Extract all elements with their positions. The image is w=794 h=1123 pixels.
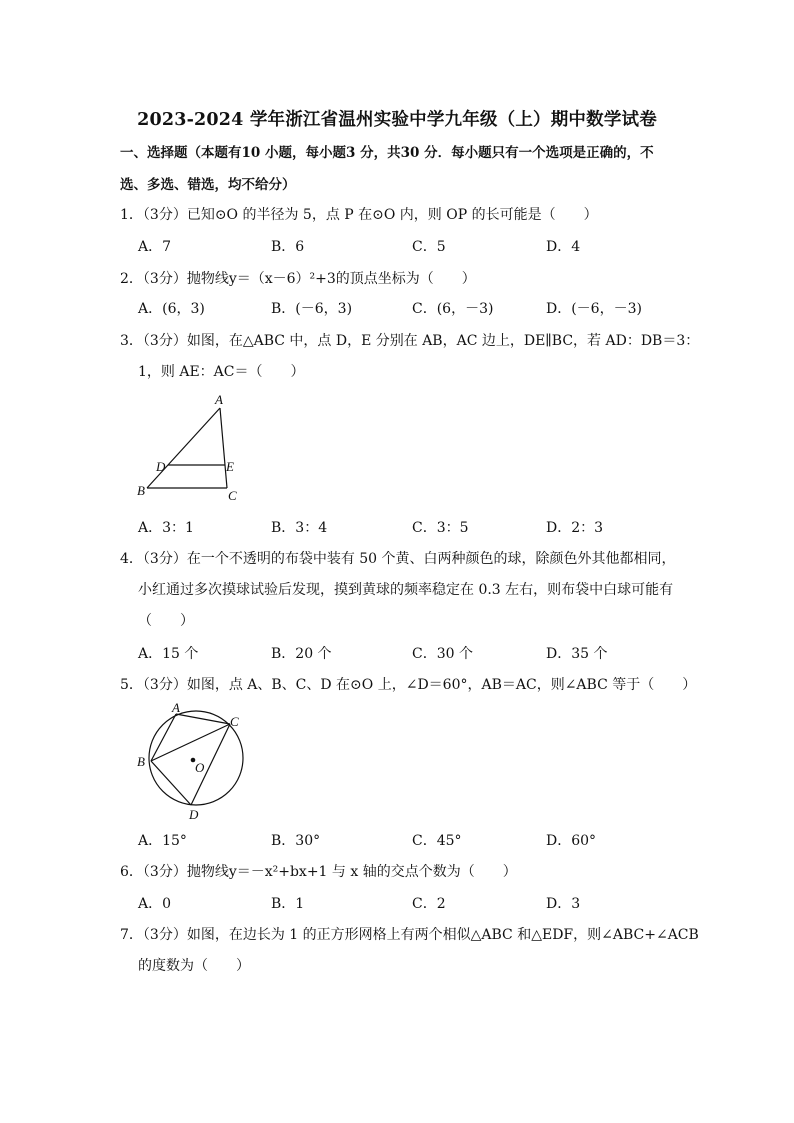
question-3-line2: 1，则 AE：AC＝（ ）	[138, 364, 305, 380]
section-heading-line1: 一、选择题（本题有10 小题，每小题3 分，共30 分．每小题只有一个选项是正确的，不	[120, 145, 654, 161]
question-4-line3: （ ）	[138, 613, 194, 629]
q4-option-c: C．30 个	[412, 646, 473, 662]
question-2: 2．（3分）抛物线y＝（x－6）²+3的顶点坐标为（ ）	[120, 271, 476, 287]
label-b: B	[137, 483, 145, 498]
figure-circle-o	[132, 698, 252, 824]
figure-triangle-abc	[130, 390, 260, 510]
q2-option-c: C．(6，－3)	[412, 301, 494, 317]
q2-option-a: A．(6，3)	[138, 301, 205, 317]
q4-option-b: B．20 个	[271, 646, 332, 662]
q6-option-c: C．2	[412, 896, 446, 912]
q3-option-b: B．3：4	[271, 520, 328, 536]
question-3-line1: 3．（3分）如图，在△ABC 中，点 D，E 分别在 AB，AC 边上，DE∥BC，若 AD：DB＝3：	[120, 333, 700, 349]
label-o: O	[195, 760, 205, 775]
q6-option-d: D．3	[546, 896, 581, 912]
label-e: E	[226, 459, 234, 474]
question-7-line2: 的度数为（ ）	[138, 958, 250, 974]
q4-option-a: A．15 个	[138, 646, 199, 662]
segment-ab	[147, 408, 220, 488]
q2-option-d: D．(－6，－3)	[546, 301, 642, 317]
chord-ab	[151, 714, 176, 761]
q2-option-b: B．(－6，3)	[271, 301, 353, 317]
question-7-line1: 7．（3分）如图，在边长为 1 的正方形网格上有两个相似△ABC 和△EDF，则∠ABC+∠ACB	[120, 927, 699, 943]
section-heading-line2: 选、多选、错选，均不给分）	[120, 177, 296, 193]
q1-option-d: D．4	[546, 239, 581, 255]
question-4-line2: 小红通过多次摸球试验后发现，摸到黄球的频率稳定在 0.3 左右，则布袋中白球可能有	[138, 582, 674, 598]
page-title: 2023-2024 学年浙江省温州实验中学九年级（上）期中数学试卷	[137, 110, 657, 130]
q6-option-b: B．1	[271, 896, 305, 912]
q3-option-d: D．2：3	[546, 520, 604, 536]
q4-option-d: D．35 个	[546, 646, 608, 662]
question-6: 6．（3分）抛物线y＝－x²+bx+1 与 x 轴的交点个数为（ ）	[120, 864, 517, 880]
label-b: B	[137, 754, 145, 769]
label-c: C	[228, 488, 237, 503]
q5-option-c: C．45°	[412, 833, 462, 849]
chord-bc	[151, 724, 230, 761]
q5-option-a: A．15°	[138, 833, 187, 849]
label-a: A	[172, 700, 180, 715]
q5-option-d: D．60°	[546, 833, 597, 849]
q1-option-b: B．6	[271, 239, 305, 255]
label-d: D	[156, 459, 166, 474]
q6-option-a: A．0	[138, 896, 172, 912]
q3-option-c: C．3：5	[412, 520, 469, 536]
label-a: A	[215, 392, 223, 407]
label-d: D	[189, 807, 199, 822]
q3-option-a: A．3：1	[138, 520, 194, 536]
question-1: 1．（3分）已知⊙O 的半径为 5，点 P 在⊙O 内，则 OP 的长可能是（ ）	[120, 207, 598, 223]
question-5: 5．（3分）如图，点 A、B、C、D 在⊙O 上，∠D＝60°，AB＝AC，则∠ABC 等于（ ）	[120, 677, 697, 693]
label-c: C	[230, 714, 239, 729]
q5-option-b: B．30°	[271, 833, 321, 849]
q1-option-a: A．7	[138, 239, 172, 255]
question-4-line1: 4．（3分）在一个不透明的布袋中装有 50 个黄、白两种颜色的球，除颜色外其他都相同，	[120, 551, 676, 567]
segment-ac	[220, 408, 227, 488]
q1-option-c: C．5	[412, 239, 446, 255]
